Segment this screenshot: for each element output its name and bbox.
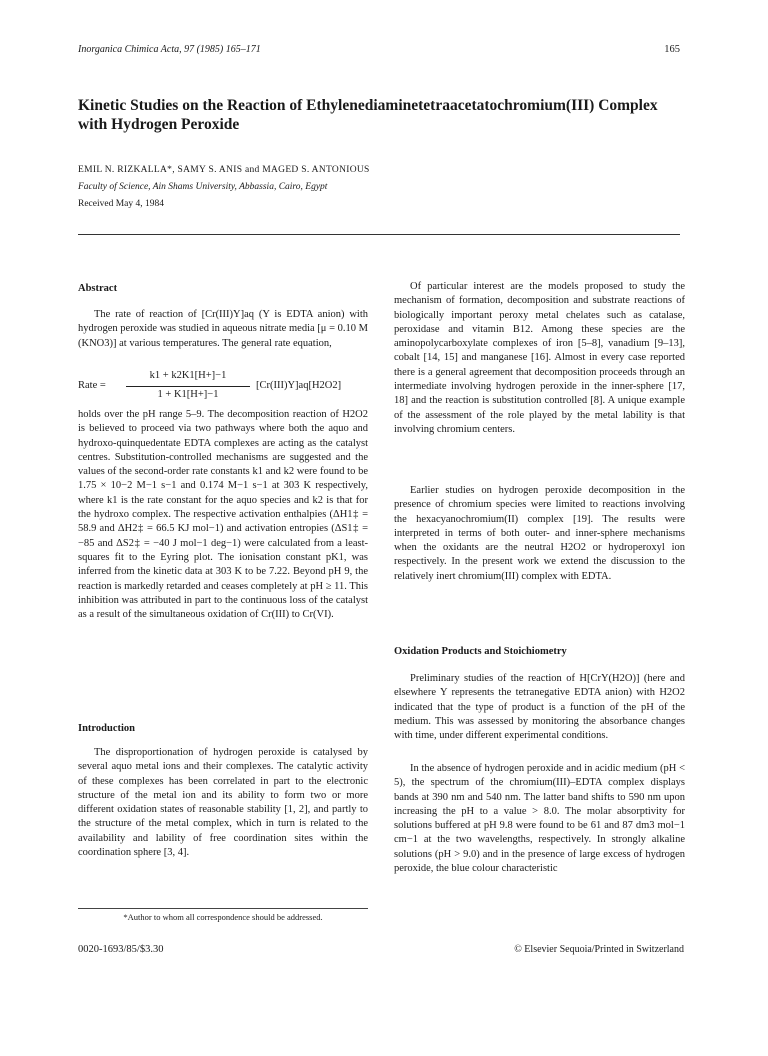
abstract-paragraph-1: The rate of reaction of [Cr(III)Y]aq (Y is EDTA anion) with hydrogen peroxide was studied in aqueous nitrate media [μ = 0.10 M (KNO3)] at various temperatures. The general rate equation, [78, 309, 368, 349]
author-list: EMIL N. RIZKALLA*, SAMY S. ANIS and MAGED S. ANTONIOUS [78, 165, 370, 175]
page-number: 165 [664, 44, 680, 55]
footnote-divider [78, 908, 368, 909]
author-footnote: *Author to whom all correspondence should be addressed. [123, 912, 323, 922]
section-heading-oxidation: Oxidation Products and Stoichiometry [394, 646, 567, 657]
copyright-notice: © Elsevier Sequoia/Printed in Switzerland [514, 944, 684, 955]
rate-equation [78, 370, 368, 404]
abstract-paragraph-2: holds over the pH range 5–9. The decomposition reaction of H2O2 is believed to proceed via two pathways where both the aquo and hydroxo-quinquedentate EDTA complexes are acting as the catalyst centres. Substitution-controlled mechanisms are suggested and the values of the second-order rate constants k1 and k2 were found to be 1.75 × 10−2 M−1 s−1 and 0.174 M−1 s−1 at 303 K respectively, where k1 is the rate constant for the aquo species and k2 is that for the hydroxo complex. The respective activation enthalpies (ΔH1‡ = 58.9 and ΔH2‡ = 66.5 KJ mol−1) and activation entropies (ΔS1‡ = −85 and ΔS2‡ = −40 J mol−1 deg−1) were calculated from a least-squares fit to the Eyring plot. The ionisation constant pK1, was inferred from the kinetic data at 303 K to be 7.22. Beyond pH 9, the reaction is markedly retarded and ceases completely at pH ≥ 11. This inhibition was attributed in part to the continuous loss of the catalyst as a result of the simultaneous oxidation of Cr(III) to Cr(VI). [78, 409, 368, 621]
body-paragraph-4: In the absence of hydrogen peroxide and in acidic medium (pH < 5), the spectrum of the chromium(III)–EDTA complex displays bands at 390 nm and 540 nm. The latter band shifts to 590 nm upon increasing the pH to a value > 8.0. The molar absorptivity for solutions buffered at pH 9.8 were found to be 61 and 87 dm3 mol−1 cm−1 at the two wavelengths, respectively. In strongly alkaline solutions (pH > 9.0) and in the presence of large excess of hydrogen peroxide, the blue colour characteristic [394, 763, 685, 875]
introduction-paragraph-1: The disproportionation of hydrogen peroxide is catalysed by several aquo metal ions and their complexes. The catalytic activity of these complexes has been correlated in part to the electronic structure of the metal ion and its ability to form two or more different oxidation states of reasonable stability [1, 2], and partly to the structure of the metal complex, which in turn is related to the availability and lability of free coordination sites within the coordination sphere [3, 4]. [78, 747, 368, 859]
body-paragraph-2: Earlier studies on hydrogen peroxide decomposition in the presence of chromium species were limited to reactions involving the hexacyanochromium(II) complex [19]. The results were interpreted in terms of both outer- and inner-sphere mechanisms when the oxidants are the neutral H2O2 or hydroperoxyl ion respectively. In the present work we extend the discussion to the relatively inert chromium(III) complex with EDTA. [394, 485, 685, 582]
equation-denominator: 1 + K1[H+]−1 [157, 389, 219, 400]
abstract-heading: Abstract [78, 283, 118, 294]
fraction-bar [126, 386, 250, 387]
issn-price: 0020-1693/85/$3.30 [78, 944, 164, 955]
equation-rhs: [Cr(III)Y]aq[H2O2] [256, 380, 342, 391]
received-date: Received May 4, 1984 [78, 199, 165, 209]
affiliation: Faculty of Science, Ain Shams University, Abbassia, Cairo, Egypt [78, 182, 328, 192]
introduction-heading: Introduction [78, 723, 135, 734]
article-title: Kinetic Studies on the Reaction of Ethylenediaminetetraacetatochromium(III) Complex with Hydrogen Peroxide [78, 97, 658, 133]
body-paragraph-3: Preliminary studies of the reaction of H[CrY(H2O)] (here and elsewhere Y represents the tetranegative EDTA anion) with H2O2 indicated that the type of product is a function of the pH of the medium. This was assessed by monitoring the absorbance changes with time, under different experimental conditions. [394, 673, 685, 742]
body-paragraph-1: Of particular interest are the models proposed to study the mechanism of formation, decomposition and substrate reactions of biologically important peroxy metal chelates such as catalase, peroxidase and vitamin B12. Among these species are the aminopolycarboxylate complexes of iron [5–8], vanadium [9–13], cobalt [14, 15] and manganese [16]. Almost in every case reported there is a general agreement that decomposition proceeds through an intermediate involving hydrogen peroxide in the inner-sphere [17, 18] and the reaction is substitution controlled [8]. A unique example of the assessment of the role played by the metal lability is that involving chromium centers. [394, 281, 685, 435]
equation-lhs: Rate = [78, 380, 106, 391]
header-divider [78, 234, 680, 235]
journal-citation: Inorganica Chimica Acta, 97 (1985) 165–171 [78, 44, 261, 55]
equation-numerator: k1 + k2K1[H+]−1 [149, 370, 227, 381]
